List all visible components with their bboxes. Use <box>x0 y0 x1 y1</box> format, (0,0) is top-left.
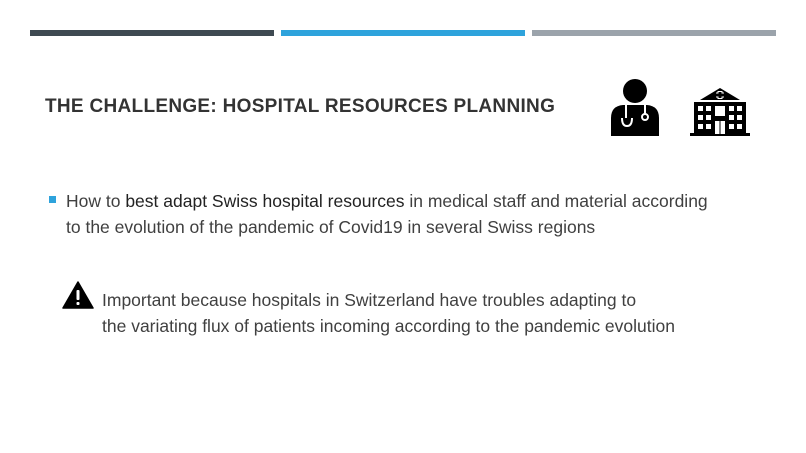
bullet-emphasis: best adapt Swiss hospital resources <box>125 191 405 211</box>
accent-bar-blue <box>281 30 525 36</box>
doctor-icon <box>607 78 663 136</box>
note-line2: the variating flux of patients incoming according to the pandemic evolution <box>102 316 675 336</box>
note-line1: Important because hospitals in Switzerland have troubles adapting to <box>102 290 637 310</box>
bullet-rest-line1: in medical staff and material according <box>404 191 708 211</box>
bullet-marker <box>49 196 56 203</box>
accent-bar-grey <box>532 30 776 36</box>
hospital-icon <box>690 86 750 136</box>
bullet-line2: to the evolution of the pandemic of Covid19 in several Swiss regions <box>66 217 596 237</box>
note-text <box>102 287 782 339</box>
slide-title: THE CHALLENGE: HOSPITAL RESOURCES PLANNING <box>45 96 556 117</box>
accent-bar-dark <box>30 30 274 36</box>
bullet-text <box>66 188 786 240</box>
bullet-intro: How to <box>66 191 126 211</box>
warning-icon <box>62 281 94 309</box>
